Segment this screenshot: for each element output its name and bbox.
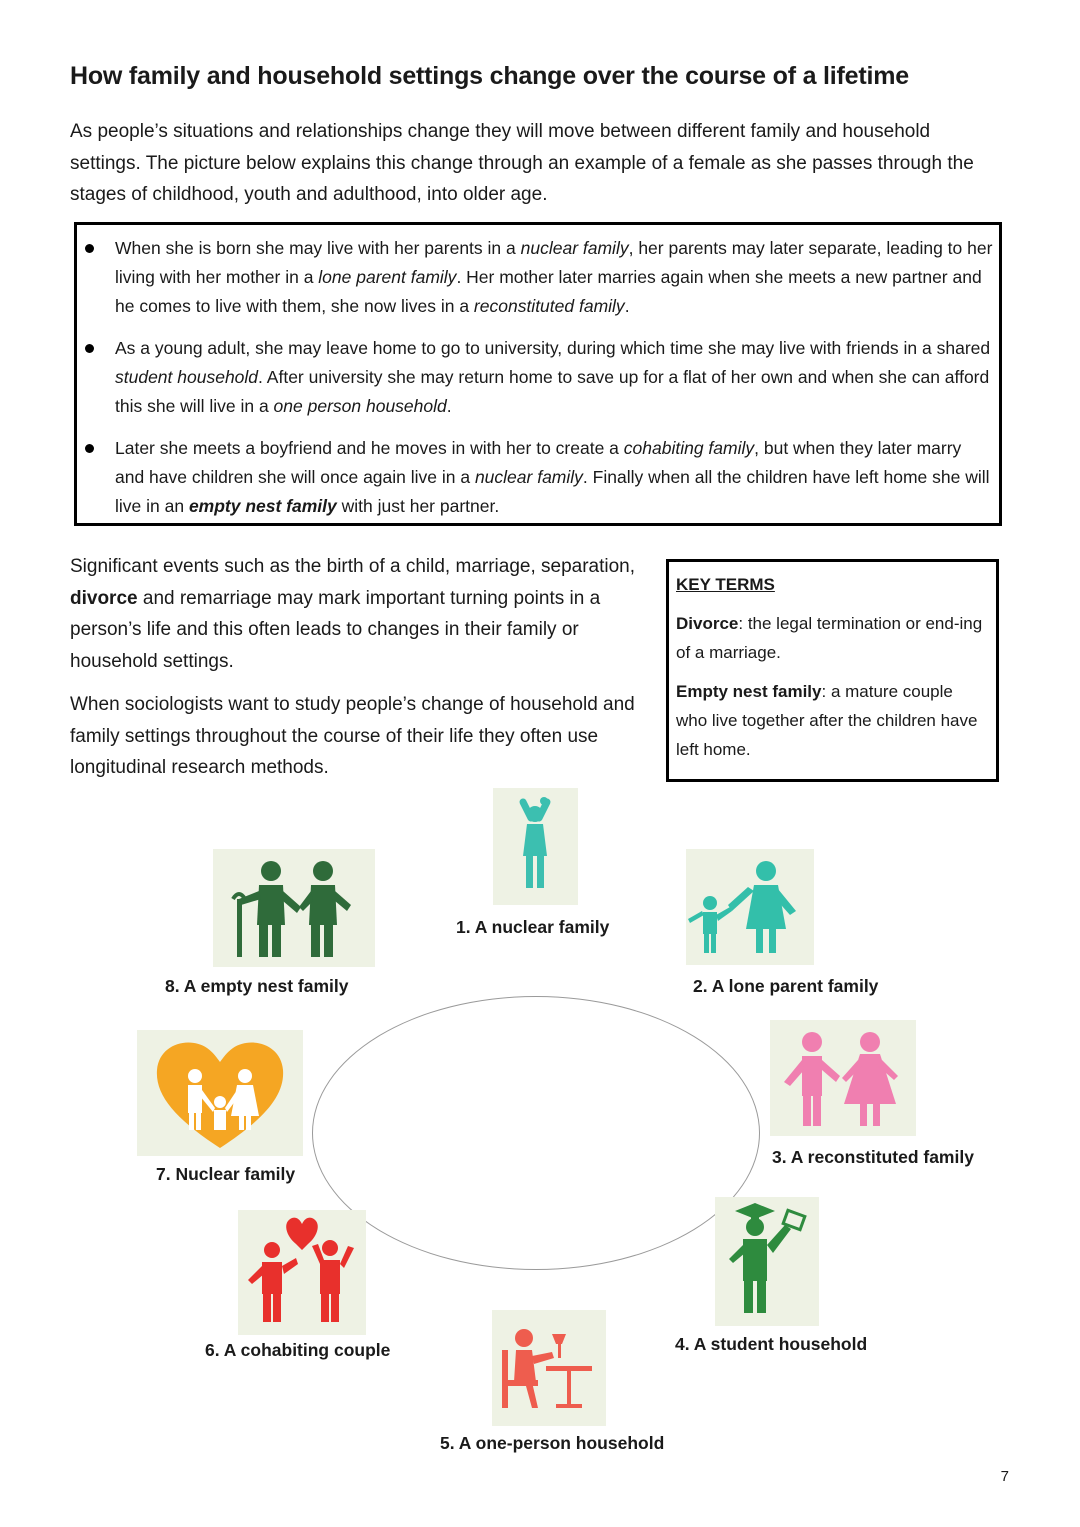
- bullet-young-adult: As a young adult, she may leave home to go to university, during which time she may live with friends in a shared student household. After university she may return home to save up for a flat of her own and when she can afford this she will live in a one person household.: [115, 334, 993, 421]
- bullet-adulthood: Later she meets a boyfriend and he moves in with her to create a cohabiting family, but when they later marry and have children she will once again live in a nuclear family. Finally when all the children have left home she will live in an empty nest family with just her partner.: [115, 434, 993, 521]
- lifecycle-example-box: [74, 222, 1002, 526]
- stage-label-3: 3. A reconstituted family: [772, 1147, 974, 1167]
- parent-child-icon: [686, 849, 814, 965]
- stage-label-1: 1. A nuclear family: [456, 917, 610, 937]
- stage-label-4: 4. A student household: [675, 1334, 868, 1354]
- page-title: How family and household settings change over the course of a lifetime: [70, 62, 909, 90]
- intro-paragraph: As people’s situations and relationships change they will move between different family and household settings. The picture below explains this change through an example of a female as she passes through the stages of childhood, youth and adulthood, into older age.: [70, 121, 974, 205]
- key-terms-box: [666, 559, 999, 782]
- stage-label-2: 2. A lone parent family: [693, 976, 879, 996]
- couple-icon: [770, 1020, 916, 1136]
- stage-label-6: 6. A cohabiting couple: [205, 1340, 391, 1360]
- elderly-couple-icon: [213, 849, 375, 967]
- key-term-divorce: Divorce: the legal termination or end-ing of a marriage.: [676, 614, 983, 662]
- person-at-desk-icon: [492, 1310, 606, 1426]
- page-number: 7: [1000, 1468, 1009, 1485]
- stage-label-8: 8. A empty nest family: [165, 976, 349, 996]
- lifecycle-circle: [312, 996, 760, 1270]
- divorce-term: divorce: [70, 587, 138, 609]
- bullet-childhood: When she is born she may live with her parents in a nuclear family, her parents may later separate, leading to her living with her mother in a lone parent family. Her mother later marries again when she meets a new partner and he comes to live with them, she now lives in a reconstituted family.: [115, 234, 993, 321]
- family-heart-icon: [137, 1030, 303, 1156]
- child-icon: [493, 788, 578, 905]
- key-term-empty-nest: Empty nest family: a mature couple who live together after the children have left home.: [676, 682, 978, 759]
- longitudinal-paragraph: When sociologists want to study people’s change of household and family settings throughout the course of their life they often use longitudinal research methods.: [70, 694, 635, 778]
- couple-heart-icon: [238, 1210, 366, 1335]
- turning-points-paragraph: Significant events such as the birth of a child, marriage, separation, divorce and remarriage may mark important turning points in a person’s life and this often leads to changes in their family or household settings.: [70, 556, 636, 672]
- graduate-icon: [715, 1197, 819, 1326]
- stage-label-7: 7. Nuclear family: [156, 1164, 296, 1184]
- stage-label-5: 5. A one-person household: [440, 1433, 665, 1453]
- key-terms-title: KEY TERMS: [676, 575, 775, 594]
